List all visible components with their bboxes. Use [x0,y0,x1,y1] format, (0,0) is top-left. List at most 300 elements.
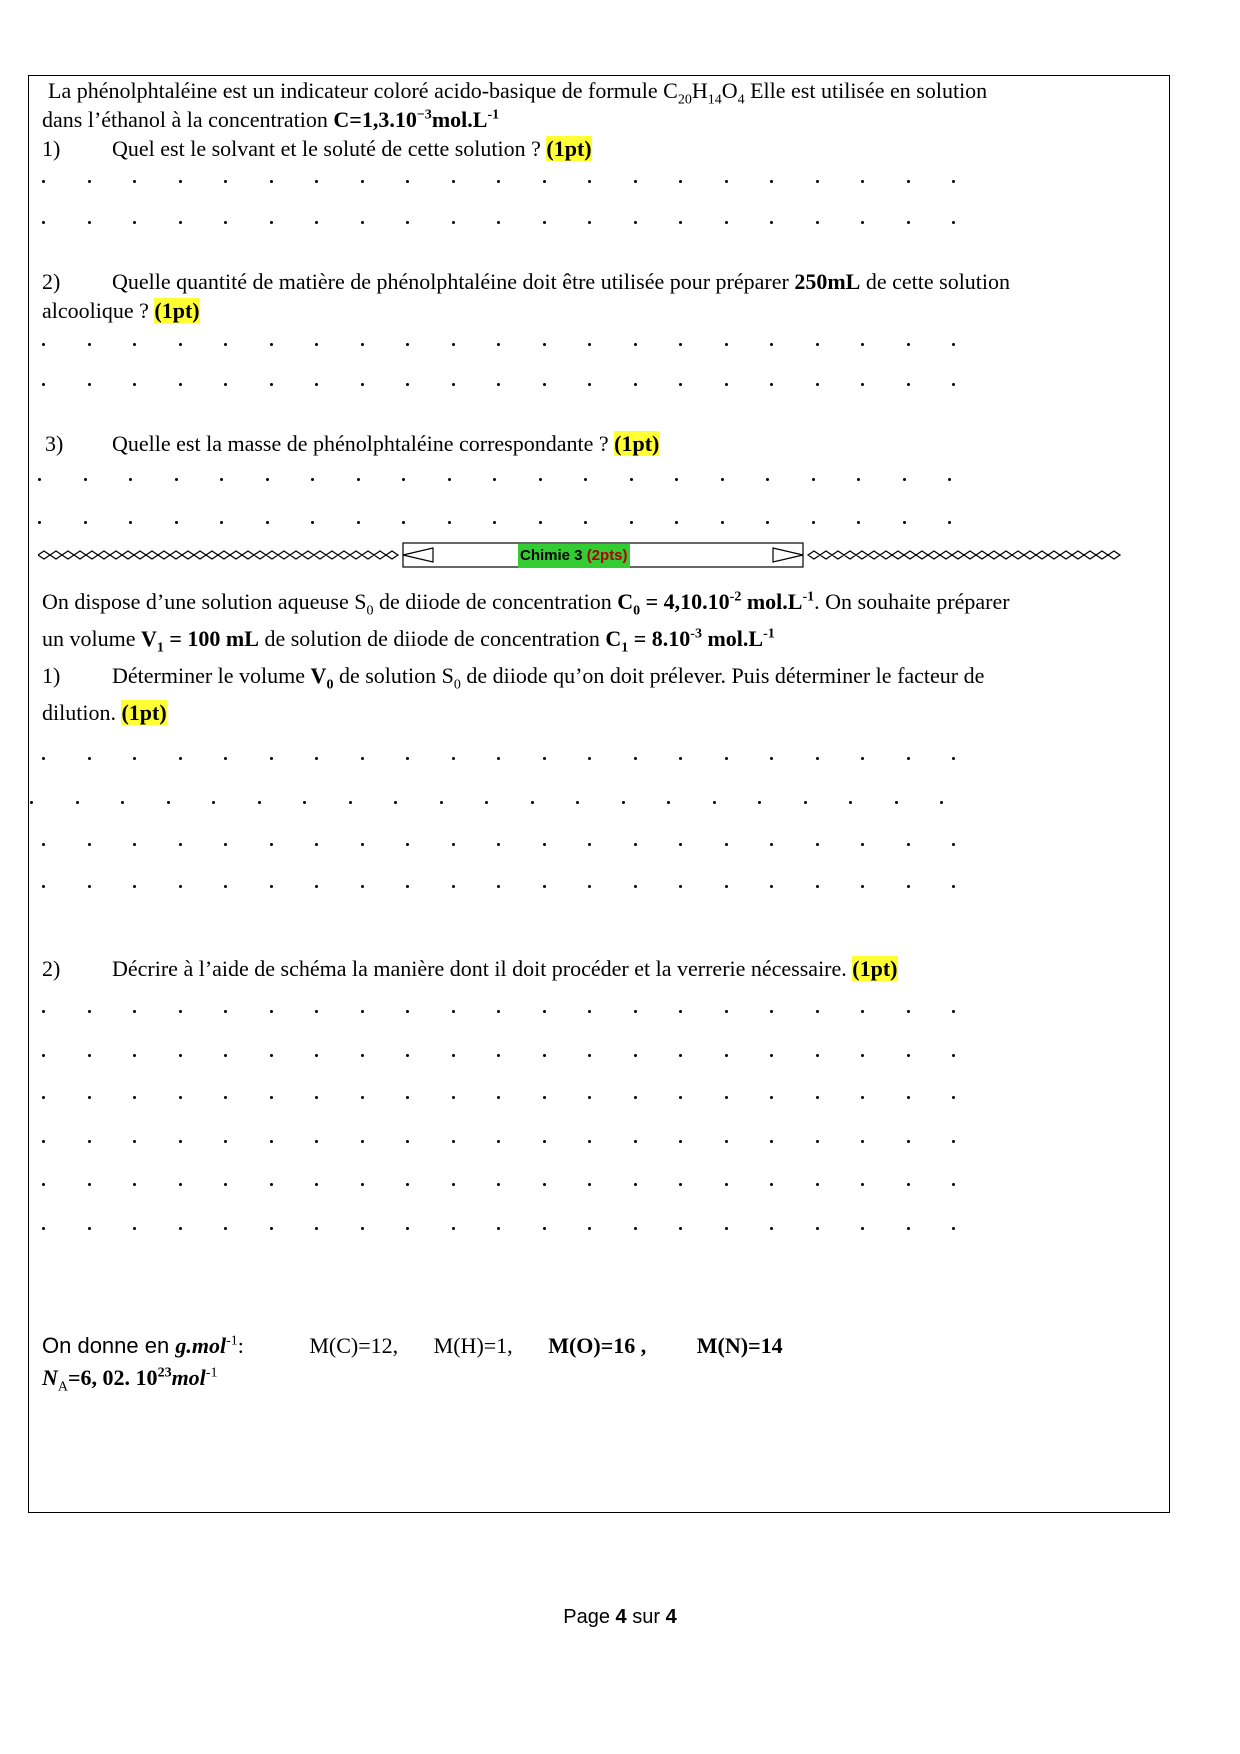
dot [907,343,910,346]
dot [861,180,864,183]
dot [452,1183,455,1186]
dot [406,180,409,183]
dot [493,478,496,481]
dot [725,757,728,760]
dot [816,843,819,846]
dot [725,1183,728,1186]
dot [903,521,906,524]
dot [713,801,716,804]
dot [907,1010,910,1013]
dot [406,383,409,386]
dot [406,1054,409,1057]
dot [770,1227,773,1230]
dot [270,180,273,183]
dot [258,801,261,804]
dot [361,885,364,888]
dot [630,521,633,524]
dot [315,221,318,224]
dot [725,180,728,183]
dot [224,1227,227,1230]
dot [121,801,124,804]
chem3-question-1: 1) Déterminer le volume $V_0$ de solution $S_0$ de diiode qu’on doit prélever. Puis déterminer le facteur de [42,663,985,693]
dot [952,383,955,386]
dot [679,1054,682,1057]
dot [588,843,591,846]
dot [361,383,364,386]
dot [622,801,625,804]
dot [634,885,637,888]
dot [179,221,182,224]
dot [84,521,87,524]
points-badge: (1pt) [121,700,167,725]
dot [270,1096,273,1099]
dot [179,1140,182,1143]
dot [133,343,136,346]
dot [588,1140,591,1143]
intro-line-2: dans l’éthanol à la concentration $C=1,3.10^{-3}mol.L^{-1}$ [42,107,500,132]
dot [952,1054,955,1057]
dot [452,221,455,224]
dot [88,843,91,846]
dot [952,343,955,346]
dot [948,521,951,524]
dot [770,221,773,224]
dot [133,1183,136,1186]
dot [224,221,227,224]
answer-line [42,757,1042,767]
dot [816,1010,819,1013]
dot [952,843,955,846]
dot [588,1096,591,1099]
dot [861,1096,864,1099]
dot [361,1096,364,1099]
dot [361,1227,364,1230]
dot [361,343,364,346]
dot [816,885,819,888]
dot [212,801,215,804]
dot [907,180,910,183]
dot [588,1227,591,1230]
question-3: 3) Quelle est la masse de phénolphtaléine correspondante ? (1pt) [45,431,660,456]
dot [770,757,773,760]
dot [224,757,227,760]
dot [543,757,546,760]
dot [634,757,637,760]
dot [588,1054,591,1057]
dot [907,843,910,846]
dot [88,1010,91,1013]
answer-line [42,1096,1042,1106]
dot [861,1140,864,1143]
dot [861,1010,864,1013]
dot [402,521,405,524]
dot [133,180,136,183]
dot [497,343,500,346]
dot [270,1140,273,1143]
dot [129,521,132,524]
dot [907,383,910,386]
dot [357,521,360,524]
dot [357,478,360,481]
dot [406,757,409,760]
dot [816,343,819,346]
dot [133,1010,136,1013]
dot [679,1096,682,1099]
dot [816,757,819,760]
dot [770,1140,773,1143]
dot [42,1227,45,1230]
dot [497,180,500,183]
dot [361,843,364,846]
dot [179,343,182,346]
dot [270,343,273,346]
dot [406,1227,409,1230]
dot [497,1183,500,1186]
dot [584,478,587,481]
dot [88,1096,91,1099]
dot [133,1096,136,1099]
points-badge: (1pt) [852,956,898,981]
page-footer: Page 4 sur 4 [563,1606,677,1628]
dot [861,1183,864,1186]
answer-line [42,383,1042,393]
dot [315,180,318,183]
dot [588,1183,591,1186]
dot [402,478,405,481]
dot [679,383,682,386]
dot [88,221,91,224]
dot [452,885,455,888]
dot [88,1054,91,1057]
dot [758,801,761,804]
dot [679,843,682,846]
dot [770,180,773,183]
dot [907,885,910,888]
dot [861,1054,864,1057]
dot [725,1010,728,1013]
dot [543,343,546,346]
dot [270,1227,273,1230]
dot [634,1054,637,1057]
dot [270,843,273,846]
dot [497,757,500,760]
dot [452,343,455,346]
points-badge: (1pt) [546,136,592,161]
dot [766,478,769,481]
dot [224,180,227,183]
dot [167,801,170,804]
dot [452,180,455,183]
dot [952,221,955,224]
dot [952,180,955,183]
dot [452,843,455,846]
dot [721,521,724,524]
dot [42,383,45,386]
dot [311,478,314,481]
dot [634,1183,637,1186]
dot [679,180,682,183]
dot [588,221,591,224]
dot [679,221,682,224]
dot [543,383,546,386]
dot [907,1183,910,1186]
dot [634,1096,637,1099]
dot [679,1140,682,1143]
dot [361,1010,364,1013]
dot [452,1096,455,1099]
question-2: 2) Quelle quantité de matière de phénolphtaléine doit être utilisée pour préparer 250mL de cette solution [42,269,1011,294]
dot [448,521,451,524]
chem3-question-2: 2) Décrire à l’aide de schéma la manière dont il doit procéder et la verrerie nécessaire. (1pt) [42,956,898,981]
dot [452,1227,455,1230]
dot [812,521,815,524]
dot [315,885,318,888]
dot [667,801,670,804]
dot [634,843,637,846]
dot [266,478,269,481]
dot [88,757,91,760]
answer-line [38,478,1038,488]
dot [315,757,318,760]
dot [88,343,91,346]
dot [725,1054,728,1057]
dot [224,843,227,846]
dot [270,1010,273,1013]
dot [361,1054,364,1057]
dot [543,1227,546,1230]
dot [952,1096,955,1099]
dot [179,1054,182,1057]
dot [224,1183,227,1186]
answer-line [42,1227,1042,1237]
dot [88,383,91,386]
dot [361,1140,364,1143]
dot [588,885,591,888]
dot [315,1227,318,1230]
dot [42,221,45,224]
dot [133,1054,136,1057]
points-badge: (1pt) [614,431,660,456]
dot [493,521,496,524]
question-1: 1) Quel est le solvant et le soluté de cette solution ? (1pt) [42,136,592,161]
dot [303,801,306,804]
dot [179,180,182,183]
dot [440,801,443,804]
dot [584,521,587,524]
dot [42,1096,45,1099]
dot [133,885,136,888]
dot [940,801,943,804]
dot [861,221,864,224]
dot [725,885,728,888]
dot [42,1010,45,1013]
dot [497,1096,500,1099]
dot [679,757,682,760]
dot [725,383,728,386]
dot [721,478,724,481]
dot [770,383,773,386]
dot [224,1010,227,1013]
dot [452,383,455,386]
dot [179,1227,182,1230]
dot [179,757,182,760]
dot [220,521,223,524]
dot [770,843,773,846]
molar-mass-hydrogen: M(H)=1, [433,1333,513,1358]
dot [679,343,682,346]
dot [857,521,860,524]
dot [857,478,860,481]
dot [266,521,269,524]
answer-line [42,885,1042,895]
dot [497,885,500,888]
dot [361,221,364,224]
dot [224,1140,227,1143]
dot [952,1140,955,1143]
dot [133,1140,136,1143]
dot [770,1183,773,1186]
dot [895,801,898,804]
dot [543,1140,546,1143]
dot [315,383,318,386]
intro-line-1: La phénolphtaléine est un indicateur coloré acido-basique de formule $C_{20}H_{14}O_4$ Elle est utilisée en solution [48,78,988,108]
dot [849,801,852,804]
dot [88,1140,91,1143]
dot [38,478,41,481]
dot [179,1010,182,1013]
dot [675,478,678,481]
dot [497,221,500,224]
dot [406,343,409,346]
dot [588,343,591,346]
dot [88,885,91,888]
dot [861,1227,864,1230]
dot [42,180,45,183]
avogadro-constant: $N_A=6$, 02. $10^{23}mol^{-1}$ [42,1365,218,1395]
dot [588,757,591,760]
dot [770,1096,773,1099]
dot [315,1096,318,1099]
dot [816,383,819,386]
dot [42,885,45,888]
dot [497,1010,500,1013]
molar-mass-oxygen: M(O)=16 , [548,1333,647,1358]
dot [679,885,682,888]
dot [220,478,223,481]
dot [725,1096,728,1099]
dot [30,801,33,804]
dot [361,1183,364,1186]
dot [543,180,546,183]
dot [588,383,591,386]
dot [179,1183,182,1186]
dot [952,885,955,888]
dot [175,521,178,524]
dot [634,1010,637,1013]
molar-mass-nitrogen: M(N)=14 [696,1333,783,1358]
chem3-paragraph-line-2: un volume $V_1 = 100$ mL de solution de diiode de concentration $C_1 = 8.10^{-3}$ $mol.L^{-1}$ [42,626,775,656]
dot [630,478,633,481]
answer-line [42,843,1042,853]
dot [270,1054,273,1057]
dot [634,1227,637,1230]
dot [315,1054,318,1057]
dot [725,843,728,846]
dot [406,1140,409,1143]
dot [270,383,273,386]
answer-line [42,1183,1042,1193]
dot [634,343,637,346]
dot [952,1183,955,1186]
answer-line [42,180,1042,190]
dot [406,843,409,846]
molar-mass-carbon: M(C)=12, [309,1333,399,1358]
dot [270,221,273,224]
dot [133,383,136,386]
dot [816,1183,819,1186]
answer-line [42,343,1042,353]
dot [270,885,273,888]
answer-line [42,1010,1042,1020]
dot [816,1140,819,1143]
dot [497,383,500,386]
dot [770,1010,773,1013]
dot [133,1227,136,1230]
dot [539,478,542,481]
dot [406,885,409,888]
dot [42,1054,45,1057]
dot [42,757,45,760]
dot [770,1054,773,1057]
dot [816,1227,819,1230]
dot [224,1096,227,1099]
dot [88,1227,91,1230]
dot [675,521,678,524]
dot [679,1183,682,1186]
dot [448,478,451,481]
dot [952,1227,955,1230]
dot [543,1096,546,1099]
dot [679,1010,682,1013]
dot [543,885,546,888]
dot [588,180,591,183]
dot [816,180,819,183]
dot [406,1010,409,1013]
points-badge: (1pt) [154,298,200,323]
dot [634,383,637,386]
dot [543,1054,546,1057]
answer-line [42,1054,1042,1064]
dot [861,843,864,846]
dot [861,885,864,888]
dot [270,757,273,760]
dot [497,1054,500,1057]
dot [88,1183,91,1186]
dot [770,885,773,888]
dot [361,757,364,760]
dot [42,1140,45,1143]
dot [406,1183,409,1186]
dot [42,843,45,846]
dot [315,1183,318,1186]
dot [679,1227,682,1230]
dot [270,1183,273,1186]
dot [179,843,182,846]
dot [952,1010,955,1013]
dot [224,383,227,386]
dot [315,1140,318,1143]
dot [907,757,910,760]
